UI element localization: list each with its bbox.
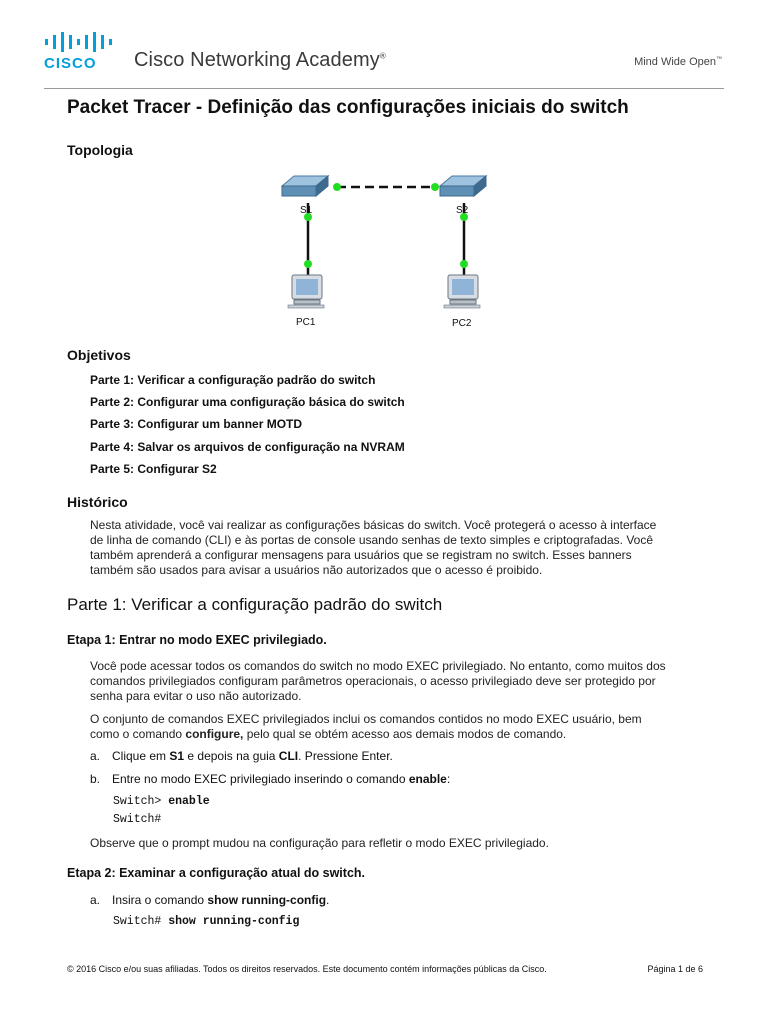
page-title: Packet Tracer - Definição das configurações iniciais do switch [67,97,629,118]
label-pc1: PC1 [296,317,316,328]
step1-note: Observe que o prompt mudou na configuração para refletir o modo EXEC privilegiado. [90,836,549,850]
topology-diagram [270,170,500,335]
code-enable: Switch> enable [113,795,210,808]
step1-item-a: a. Clique em S1 e depois na guia CLI. Pressione Enter. [90,749,393,763]
switch-s1-icon [282,176,328,196]
academy-name: Cisco Networking Academy® [134,49,386,71]
step1-title: Etapa 1: Entrar no modo EXEC privilegiado. [67,633,327,647]
label-s1: S1 [300,205,313,216]
step2-title: Etapa 2: Examinar a configuração atual do switch. [67,866,365,880]
objectives-heading: Objetivos [67,347,131,363]
copyright-notice: © 2016 Cisco e/ou suas afiliadas. Todos os direitos reservados. Este documento contém informações públicas da Cisco. [67,964,547,974]
tagline: Mind Wide Open™ [634,56,722,68]
pc2-icon [444,275,480,308]
objective-item: Parte 1: Verificar a configuração padrão do switch [90,373,376,387]
objective-item: Parte 3: Configurar um banner MOTD [90,417,303,431]
code-prompt: Switch# [113,813,162,826]
page-number: Página 1 de 6 [647,964,703,974]
step1-item-b: b. Entre no modo EXEC privilegiado inserindo o comando enable: [90,772,451,786]
step1-paragraph-2: O conjunto de comandos EXEC privilegiados inclui os comandos contidos no modo EXEC usuário, bem como o comando configure, pelo qual se obtém acesso aos demais modos de comando. [90,712,642,741]
objective-item: Parte 4: Salvar os arquivos de configuração na NVRAM [90,440,405,454]
page-header [0,0,768,90]
objective-item: Parte 5: Configurar S2 [90,462,217,476]
header-divider [44,88,724,89]
code-show-run: Switch# show running-config [113,915,300,928]
background-paragraph: Nesta atividade, você vai realizar as configurações básicas do switch. Você protegerá o acesso à interface de linha de comando (CLI) e às portas de console usando senhas de texto simples e criptografadas. Você também aprenderá a configurar mensagens para usuários que se registram no switch. Esses banners também são usados para avisar a usuários não autorizados que o acesso é proibido. [90,518,657,577]
step2-item-a: a. Insira o comando show running-config. [90,893,330,907]
label-s2: S2 [456,205,469,216]
step1-paragraph-1: Você pode acessar todos os comandos do switch no modo EXEC privilegiado. No entanto, como muitos dos comandos privilegiados configuram parâmetros operacionais, o acesso privilegiado deve ser protegido por senha para evitar o uso não autorizado. [90,659,666,703]
switch-s2-icon [440,176,486,196]
objective-item: Parte 2: Configurar uma configuração básica do switch [90,395,405,409]
pc1-icon [288,275,324,308]
background-heading: Histórico [67,494,128,510]
page-footer [67,964,703,974]
label-pc2: PC2 [452,318,472,329]
topology-heading: Topologia [67,142,133,158]
cisco-wordmark: CISCO [44,55,97,72]
part1-title: Parte 1: Verificar a configuração padrão do switch [67,595,443,614]
